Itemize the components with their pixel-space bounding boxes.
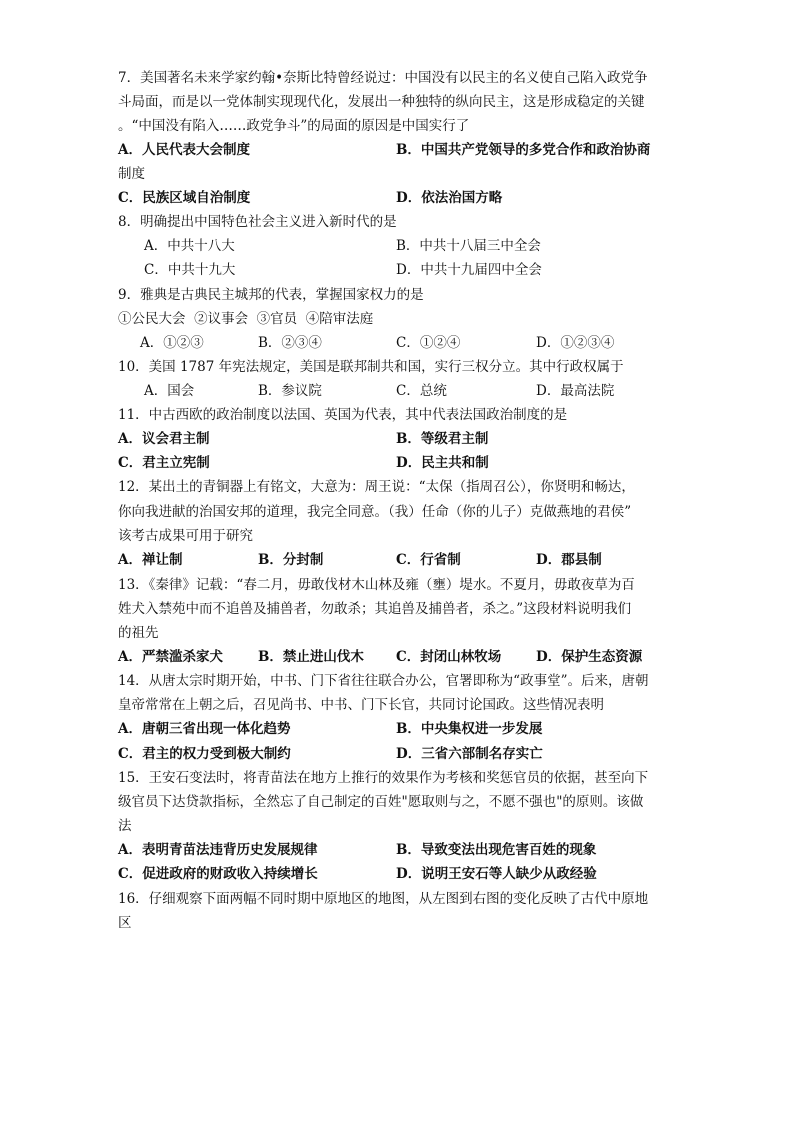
q15-option-b[interactable]: B．导致变法出现危害百姓的现象 bbox=[396, 842, 597, 858]
q8-option-a[interactable]: A．中共十八大 bbox=[144, 238, 235, 254]
q7-option-c[interactable]: C．民族区域自治制度 bbox=[118, 190, 251, 206]
q8-option-d[interactable]: D．中共十九届四中全会 bbox=[396, 262, 542, 278]
q9-option-a[interactable]: A．①②③ bbox=[140, 335, 204, 351]
q15-stem-line-2: 级官员下达贷款指标，全然忘了自己制定的百姓"愿取则与之，不愿不强也"的原则。该做 bbox=[118, 794, 644, 810]
q11-stem: 11．中古西欧的政治制度以法国、英国为代表，其中代表法国政治制度的是 bbox=[118, 407, 568, 423]
q13-option-d[interactable]: D．保护生态资源 bbox=[536, 649, 643, 665]
q12-option-c[interactable]: C．行省制 bbox=[396, 552, 461, 568]
q10-option-a[interactable]: A．国会 bbox=[144, 383, 195, 399]
q11-option-a[interactable]: A．议会君主制 bbox=[118, 431, 210, 447]
q13-stem-line-1: 13．《秦律》记载：“春二月，毋敢伐材木山林及雍（壅）堤水。不夏月，毋敢夜草为百 bbox=[118, 577, 635, 593]
q13-option-a[interactable]: A．严禁滥杀家犬 bbox=[118, 649, 223, 665]
q12-option-d[interactable]: D．郡县制 bbox=[536, 552, 602, 568]
q15-option-c[interactable]: C．促进政府的财政收入持续增长 bbox=[118, 866, 318, 882]
q7-option-d[interactable]: D．依法治国方略 bbox=[396, 190, 503, 206]
q7-option-a[interactable]: A．人民代表大会制度 bbox=[118, 142, 250, 158]
q8-stem: 8．明确提出中国特色社会主义进入新时代的是 bbox=[118, 214, 397, 230]
q14-stem-line-1: 14．从唐太宗时期开始，中书、门下省往往联合办公，官署即称为“政事堂”。后来，唐朝 bbox=[118, 673, 649, 689]
q14-option-a[interactable]: A．唐朝三省出现一体化趋势 bbox=[118, 721, 291, 737]
q12-stem-line-3: 该考古成果可用于研究 bbox=[118, 528, 253, 544]
q10-option-b[interactable]: B．参议院 bbox=[258, 383, 322, 399]
q7-option-b-continued: 制度 bbox=[118, 166, 145, 182]
q7-stem-line-1: 7．美国著名未来学家约翰•奈斯比特曾经说过：中国没有以民主的名义使自己陷入政党争 bbox=[118, 70, 648, 86]
q13-stem-line-2: 姓犬入禁苑中而不追兽及捕兽者，勿敢杀；其追兽及捕兽者，杀之。”这段材料说明我们 bbox=[118, 601, 632, 617]
q14-stem-line-2: 皇帝常常在上朝之后，召见尚书、中书、门下长官，共同讨论国政。这些情况表明 bbox=[118, 697, 604, 713]
q7-stem-line-3: 。“中国没有陷入……政党争斗”的局面的原因是中国实行了 bbox=[118, 118, 470, 134]
q15-stem-line-1: 15．王安石变法时，将青苗法在地方上推行的效果作为考核和奖惩官员的依据，甚至向下 bbox=[118, 770, 649, 786]
q9-items: ①公民大会 ②议事会 ③官员 ④陪审法庭 bbox=[118, 311, 374, 327]
q12-stem-line-1: 12．某出土的青铜器上有铭文，大意为：周王说：“太保（指周召公），你贤明和畅达， bbox=[118, 479, 635, 495]
q16-stem-line-2: 区 bbox=[118, 915, 132, 931]
q13-option-c[interactable]: C．封闭山林牧场 bbox=[396, 649, 502, 665]
q14-option-b[interactable]: B．中央集权进一步发展 bbox=[396, 721, 543, 737]
q11-option-c[interactable]: C．君主立宪制 bbox=[118, 455, 210, 471]
q7-option-b[interactable]: B．中国共产党领导的多党合作和政治协商 bbox=[396, 142, 651, 158]
q14-option-c[interactable]: C．君主的权力受到极大制约 bbox=[118, 746, 291, 762]
q10-stem: 10．美国 1787 年宪法规定，美国是联邦制共和国，实行三权分立。其中行政权属于 bbox=[118, 359, 624, 375]
q13-stem-line-3: 的祖先 bbox=[118, 625, 159, 641]
q8-option-c[interactable]: C．中共十九大 bbox=[144, 262, 236, 278]
q15-option-d[interactable]: D．说明王安石等人缺少从政经验 bbox=[396, 866, 597, 882]
q9-stem: 9．雅典是古典民主城邦的代表，掌握国家权力的是 bbox=[118, 287, 424, 303]
q10-option-d[interactable]: D．最高法院 bbox=[536, 383, 615, 399]
q7-stem-line-2: 斗局面，而是以一党体制实现现代化，发展出一种独特的纵向民主，这是形成稳定的关键 bbox=[118, 94, 645, 110]
q11-option-d[interactable]: D．民主共和制 bbox=[396, 455, 489, 471]
q15-stem-line-3: 法 bbox=[118, 818, 132, 834]
q11-option-b[interactable]: B．等级君主制 bbox=[396, 431, 489, 447]
q13-option-b[interactable]: B．禁止进山伐木 bbox=[258, 649, 364, 665]
q9-option-b[interactable]: B．②③④ bbox=[258, 335, 322, 351]
q12-option-a[interactable]: A．禅让制 bbox=[118, 552, 183, 568]
q15-option-a[interactable]: A．表明青苗法违背历史发展规律 bbox=[118, 842, 318, 858]
q10-option-c[interactable]: C．总统 bbox=[396, 383, 447, 399]
q16-stem-line-1: 16．仔细观察下面两幅不同时期中原地区的地图，从左图到右图的变化反映了古代中原地 bbox=[118, 891, 649, 907]
q8-option-b[interactable]: B．中共十八届三中全会 bbox=[396, 238, 541, 254]
q9-option-c[interactable]: C．①②④ bbox=[396, 335, 461, 351]
q9-option-d[interactable]: D．①②③④ bbox=[536, 335, 615, 351]
q14-option-d[interactable]: D．三省六部制名存实亡 bbox=[396, 746, 543, 762]
q12-stem-line-2: 你向我进献的治国安邦的道理，我完全同意。（我）任命（你的儿子）克做燕地的君侯” bbox=[118, 504, 632, 520]
q12-option-b[interactable]: B．分封制 bbox=[258, 552, 324, 568]
